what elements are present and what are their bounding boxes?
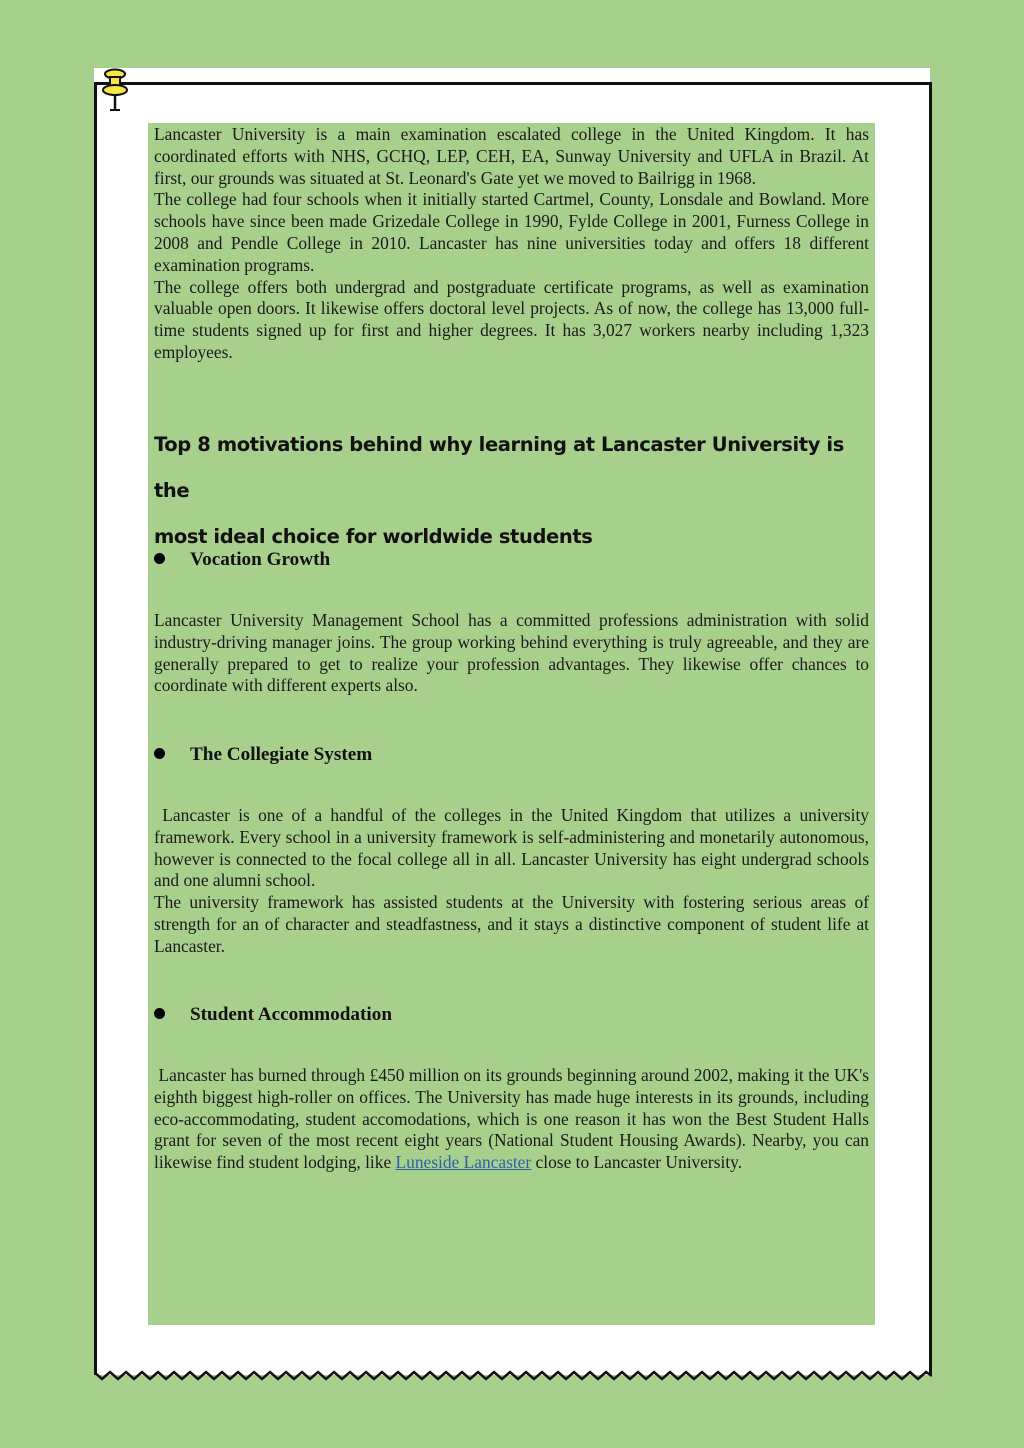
section-title-student-accommodation	[154, 1003, 392, 1027]
section-paragraph: Lancaster University Management School has a committed professions administration with solid industry-driving manager joins. The group working behind everything is truly agreeable, and they are generally prepared to get to realize your profession advantages. They likewise offer chances to coordinate with different experts also.	[154, 610, 869, 696]
article-heading	[154, 422, 869, 560]
article-heading-line-2: most ideal choice for worldwide students	[154, 525, 593, 548]
section-paragraph: The university framework has assisted students at the University with fostering serious areas of strength for an of character and steadfastness, and it stays a distinctive component of student life at Lancaster.	[154, 892, 869, 956]
bullet-icon	[154, 1008, 165, 1019]
paragraph-text-after-link: close to Lancaster University.	[531, 1152, 743, 1173]
section-body-student-accommodation	[154, 1065, 869, 1174]
section-title-label: Vocation Growth	[190, 549, 331, 570]
section-paragraph	[154, 1065, 869, 1174]
torn-edge-divider	[94, 1366, 932, 1382]
section-paragraph: Lancaster is one of a handful of the colleges in the United Kingdom that utilizes a university framework. Every school in a university framework is self-administering and monetarily autonomous, however is connected to the focal college all in all. Lancaster University has eight undergrad schools and one alumni school.	[154, 805, 869, 891]
bullet-icon	[154, 748, 165, 759]
section-title-collegiate-system	[154, 743, 372, 767]
paragraph-text-before-link: Lancaster has burned through £450 million on its grounds beginning around 2002, making it the UK's eighth biggest high-roller on offices. The University has made huge interests in its grounds, including eco-accommodating, student accomodations, which is one reason it has won the Best Student Halls grant for seven of the most recent eight years (National Student Housing Awards). Nearby, you can likewise find student lodging, like	[154, 1065, 869, 1173]
bullet-icon	[154, 553, 165, 564]
push-pin-icon	[98, 68, 132, 114]
article-content	[148, 123, 875, 1325]
intro-text	[154, 124, 869, 364]
intro-paragraph-3: The college offers both undergrad and postgraduate certificate programs, as well as examination valuable open doors. It likewise offers doctoral level projects. As of now, the college has 13,000 full-time students signed up for first and higher degrees. It has 3,027 workers nearby including 1,323 employees.	[154, 276, 869, 362]
section-title-label: The Collegiate System	[190, 744, 373, 765]
section-title-vocation-growth	[154, 548, 330, 572]
intro-paragraph-2: The college had four schools when it initially started Cartmel, County, Lonsdale and Bowland. More schools have since been made Grizedale College in 1990, Fylde College in 2001, Furness College in 2008 and Pendle College in 2010. Lancaster has nine universities today and offers 18 different examination programs.	[154, 189, 869, 275]
intro-paragraph-1: Lancaster University is a main examination escalated college in the United Kingdom. It has coordinated efforts with NHS, GCHQ, LEP, CEH, EA, Sunway University and UFLA in Brazil. At first, our grounds was situated at St. Leonard's Gate yet we moved to Bailrigg in 1968.	[154, 124, 869, 188]
luneside-lancaster-link[interactable]: Luneside Lancaster	[395, 1152, 532, 1173]
article-heading-line-1: Top 8 motivations behind why learning at Lancaster University is the	[154, 433, 844, 502]
section-body-vocation-growth	[154, 610, 869, 697]
section-title-label: Student Accommodation	[190, 1004, 393, 1025]
section-body-collegiate-system	[154, 805, 869, 958]
